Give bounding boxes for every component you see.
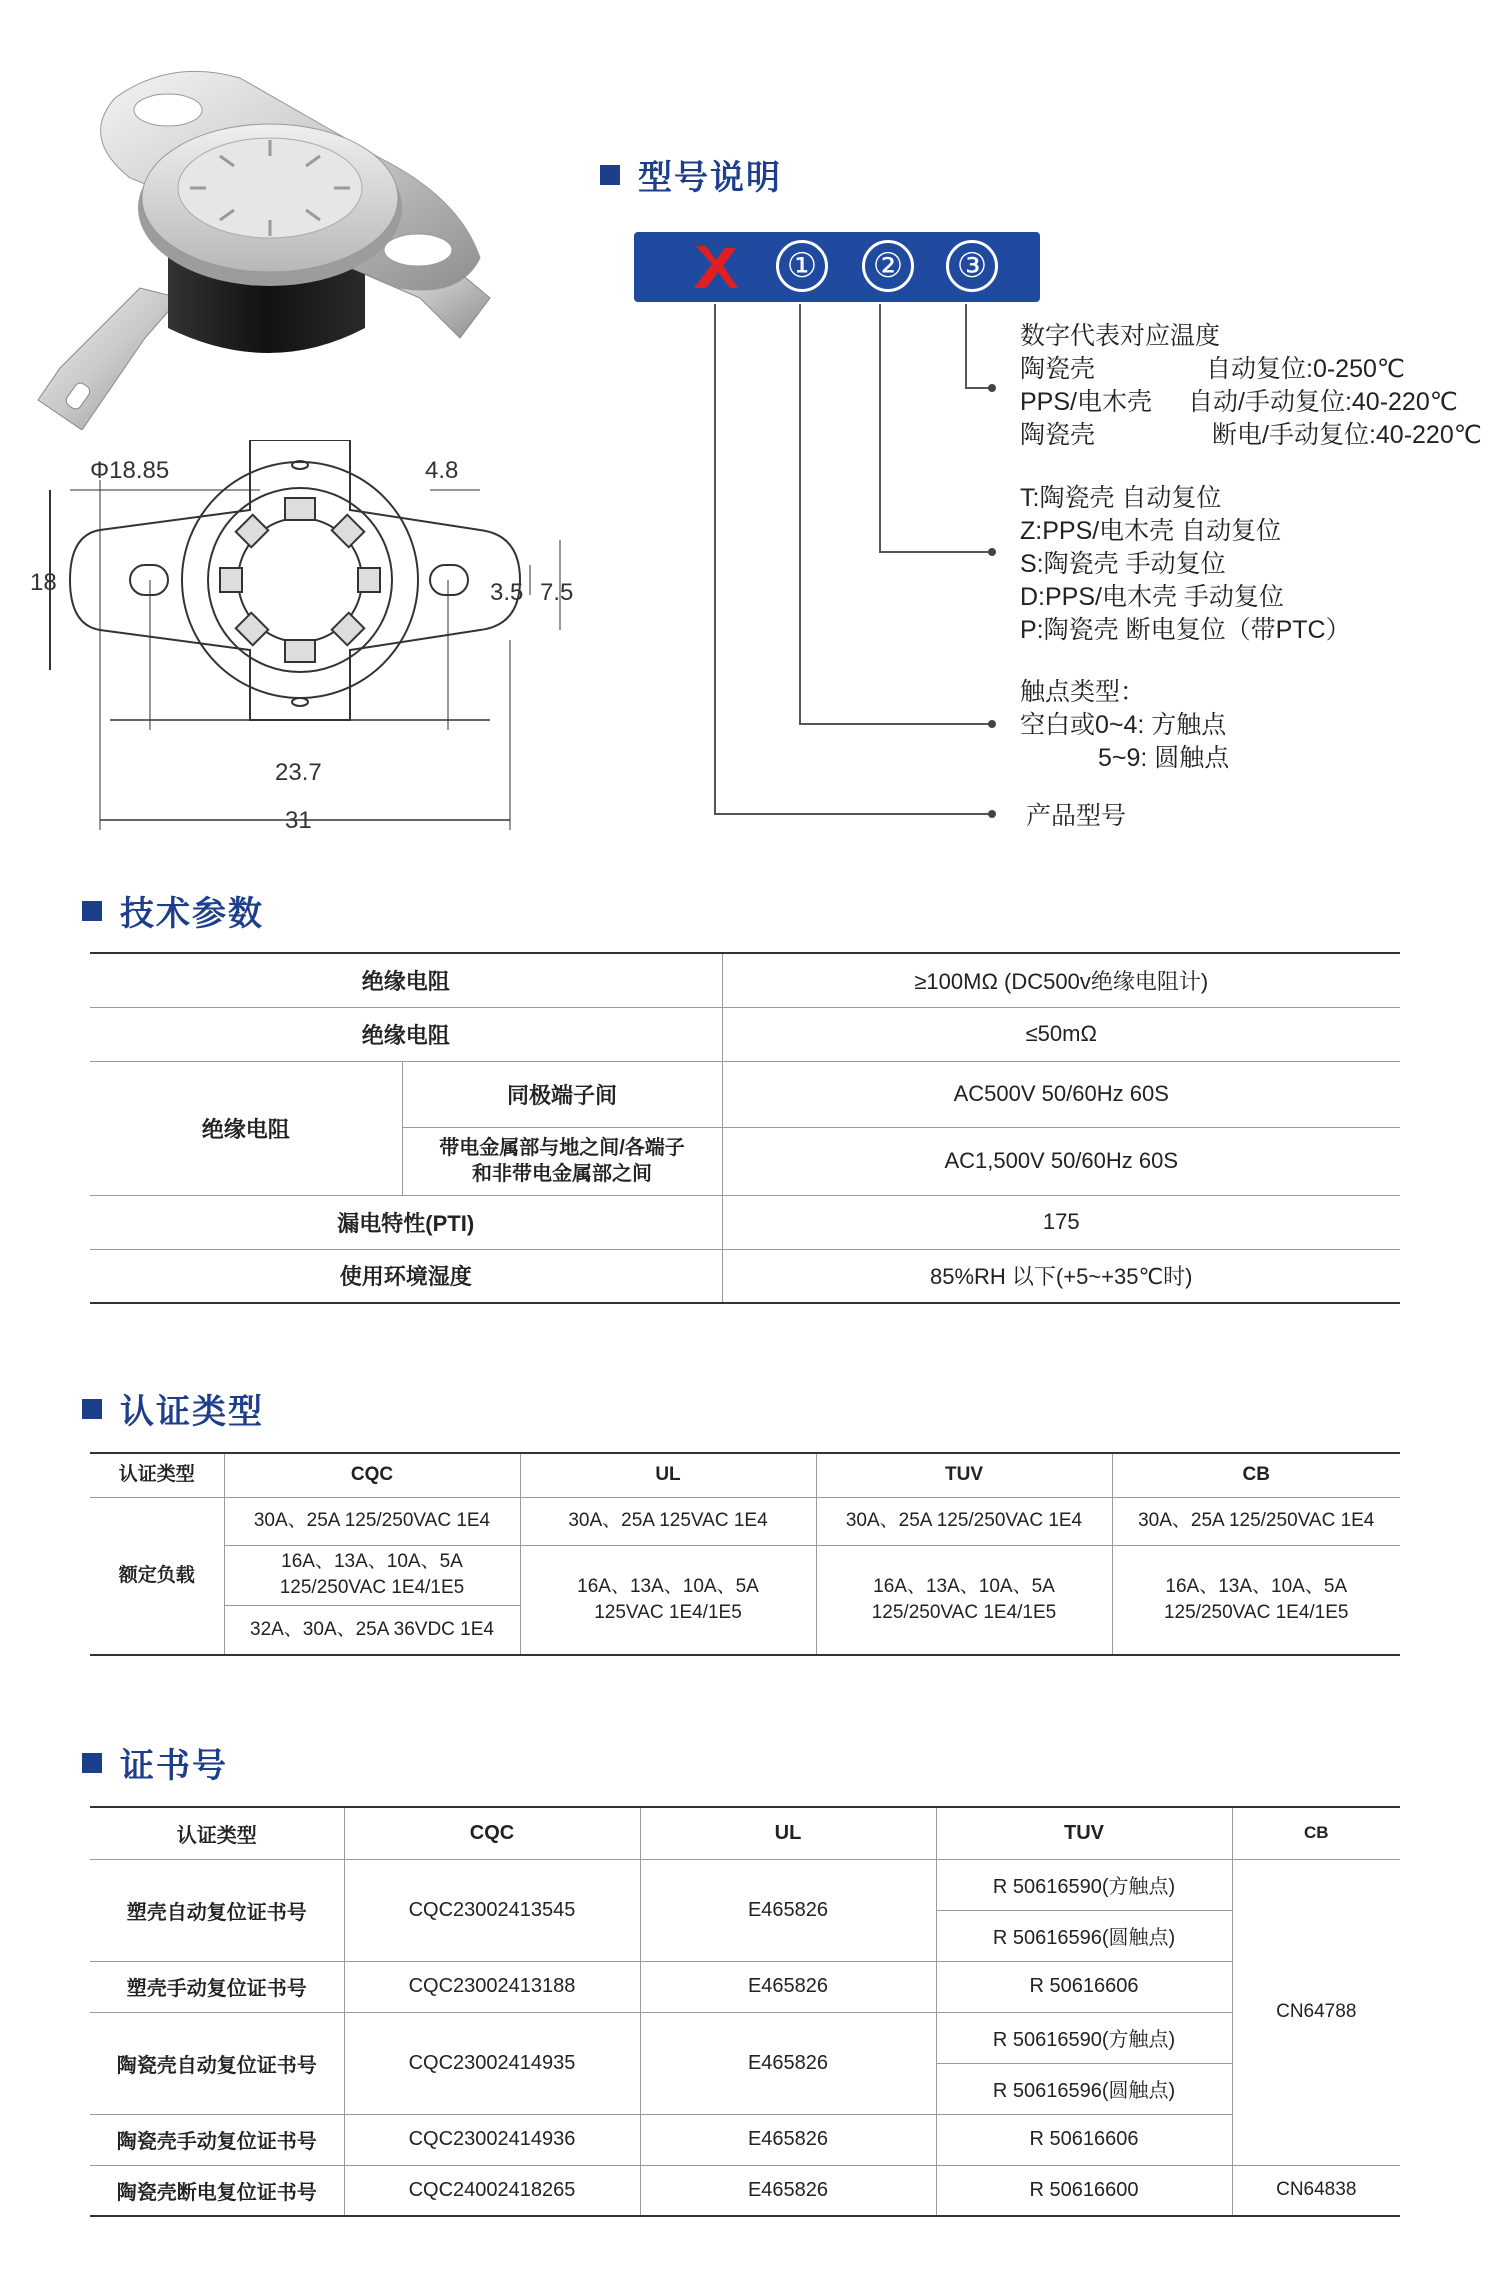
certno-section-title: 证书号 bbox=[120, 1746, 228, 1786]
contact-heading: 触点类型： bbox=[1020, 678, 1146, 706]
cqc-load-line: 16A、13A、10A、5A bbox=[281, 1551, 463, 1572]
cert-type-table bbox=[90, 1452, 1400, 1656]
column-header: UL bbox=[520, 1453, 816, 1497]
temp-shell: 陶瓷壳 bbox=[1020, 355, 1096, 383]
column-header: CQC bbox=[344, 1807, 640, 1859]
type-letter-item: D:PPS/电木壳 手动复位 bbox=[1020, 583, 1284, 611]
dim-width: 31 bbox=[285, 807, 312, 834]
param-value: 85%RH 以下(+5~+35℃时) bbox=[722, 1249, 1400, 1303]
ul-number: E465826 bbox=[640, 1961, 936, 2012]
tuv-load-line: 16A、13A、10A、5A bbox=[873, 1575, 1055, 1597]
cqc-load: 30A、25A 125/250VAC 1E4 bbox=[224, 1497, 520, 1545]
column-header: CQC bbox=[224, 1453, 520, 1497]
cqc-number: CQC24002418265 bbox=[344, 2165, 640, 2216]
tuv-number: R 50616600 bbox=[936, 2165, 1232, 2216]
row-label: 塑壳手动复位证书号 bbox=[90, 1961, 344, 2012]
row-label: 额定负载 bbox=[90, 1497, 224, 1655]
cb-load-line: 125/250VAC 1E4/1E5 bbox=[1163, 1601, 1349, 1623]
ul-load-line: 125VAC 1E4/1E5 bbox=[594, 1601, 742, 1623]
ul-load bbox=[520, 1545, 816, 1655]
code-digit-1: ① bbox=[776, 240, 828, 292]
table-row bbox=[90, 1961, 1400, 2012]
tuv-number: R 50616596(圆触点) bbox=[936, 1910, 1232, 1961]
column-header: 认证类型 bbox=[90, 1807, 344, 1859]
tuv-number: R 50616606 bbox=[936, 1961, 1232, 2012]
type-letters bbox=[1020, 482, 1351, 647]
tuv-number: R 50616590(方触点) bbox=[936, 1859, 1232, 1910]
cqc-load: 32A、30A、25A 36VDC 1E4 bbox=[224, 1605, 520, 1655]
param-label: 绝缘电阻 bbox=[90, 1061, 402, 1195]
tuv-load bbox=[816, 1545, 1112, 1655]
row-label: 塑壳自动复位证书号 bbox=[90, 1859, 344, 1961]
contact-description bbox=[1020, 676, 1229, 775]
cqc-load bbox=[224, 1545, 520, 1605]
table-header-row bbox=[90, 1807, 1400, 1859]
param-value: 175 bbox=[722, 1195, 1400, 1249]
tuv-number: R 50616596(圆触点) bbox=[936, 2063, 1232, 2114]
temp-shell: 陶瓷壳 bbox=[1020, 421, 1096, 449]
column-header: CB bbox=[1232, 1807, 1400, 1859]
param-sublabel-line: 带电金属部与地之间/各端子 bbox=[439, 1137, 685, 1159]
section-bullet bbox=[82, 1399, 102, 1419]
temp-range: 自动复位:0-250℃ bbox=[1206, 355, 1405, 383]
cqc-number: CQC23002413188 bbox=[344, 1961, 640, 2012]
dim-height: 18 bbox=[30, 569, 57, 596]
tuv-number: R 50616590(方触点) bbox=[936, 2012, 1232, 2063]
temp-range: 断电/手动复位:40-220℃ bbox=[1212, 421, 1482, 449]
cb-load bbox=[1112, 1545, 1400, 1655]
temp-line bbox=[1020, 386, 1482, 419]
cert-number-table bbox=[90, 1806, 1400, 2217]
table-row bbox=[90, 953, 1400, 1007]
table-row bbox=[90, 1497, 1400, 1545]
table-row bbox=[90, 2012, 1400, 2063]
cb-load: 30A、25A 125/250VAC 1E4 bbox=[1112, 1497, 1400, 1545]
table-row bbox=[90, 1195, 1400, 1249]
tuv-load-line: 125/250VAC 1E4/1E5 bbox=[871, 1601, 1057, 1623]
param-label: 漏电特性(PTI) bbox=[90, 1195, 722, 1249]
tech-params-table bbox=[90, 952, 1400, 1304]
model-section-header bbox=[600, 150, 782, 199]
param-sublabel-line: 和非带电金属部之间 bbox=[472, 1163, 652, 1185]
type-letter-item: Z:PPS/电木壳 自动复位 bbox=[1020, 517, 1282, 545]
dim-diameter: Φ18.85 bbox=[90, 457, 170, 484]
x-mark-icon bbox=[690, 242, 740, 292]
param-value: ≤50mΩ bbox=[722, 1007, 1400, 1061]
param-label: 绝缘电阻 bbox=[90, 953, 722, 1007]
contact-line: 5~9: 圆触点 bbox=[1098, 744, 1230, 772]
ul-number: E465826 bbox=[640, 2114, 936, 2165]
ul-load: 30A、25A 125VAC 1E4 bbox=[520, 1497, 816, 1545]
cert-section-title: 认证类型 bbox=[120, 1392, 264, 1432]
type-letter-item: S:陶瓷壳 手动复位 bbox=[1020, 550, 1226, 578]
ul-number: E465826 bbox=[640, 2012, 936, 2114]
param-label: 使用环境湿度 bbox=[90, 1249, 722, 1303]
table-row bbox=[90, 1061, 1400, 1127]
section-bullet bbox=[82, 1753, 102, 1773]
contact-line: 空白或0~4: 方触点 bbox=[1020, 711, 1227, 739]
model-section-title: 型号说明 bbox=[638, 158, 782, 198]
cb-number: CN64788 bbox=[1232, 1859, 1400, 2165]
temp-line bbox=[1020, 419, 1482, 452]
row-label: 陶瓷壳手动复位证书号 bbox=[90, 2114, 344, 2165]
type-letter-item: T:陶瓷壳 自动复位 bbox=[1020, 484, 1222, 512]
temp-heading: 数字代表对应温度 bbox=[1020, 322, 1221, 350]
product-model-label: 产品型号 bbox=[1026, 802, 1127, 830]
param-value: ≥100MΩ (DC500v绝缘电阻计) bbox=[722, 953, 1400, 1007]
dim-hole: 3.5 bbox=[490, 579, 524, 606]
param-value: AC1,500V 50/60Hz 60S bbox=[722, 1127, 1400, 1195]
cb-load-line: 16A、13A、10A、5A bbox=[1165, 1575, 1348, 1597]
table-row bbox=[90, 1859, 1400, 1910]
tech-section-title: 技术参数 bbox=[120, 894, 264, 934]
cqc-number: CQC23002414936 bbox=[344, 2114, 640, 2165]
section-bullet bbox=[600, 165, 620, 185]
table-header-row bbox=[90, 1453, 1400, 1497]
cqc-number: CQC23002414935 bbox=[344, 2012, 640, 2114]
param-value: AC500V 50/60Hz 60S bbox=[722, 1061, 1400, 1127]
tech-section-header bbox=[82, 886, 264, 935]
cqc-load-line: 125/250VAC 1E4/1E5 bbox=[279, 1577, 465, 1598]
code-leader-lines bbox=[690, 300, 1020, 830]
code-digit-2: ② bbox=[862, 240, 914, 292]
ul-number: E465826 bbox=[640, 2165, 936, 2216]
tuv-number: R 50616606 bbox=[936, 2114, 1232, 2165]
model-code-bar bbox=[634, 232, 1040, 302]
cqc-number: CQC23002413545 bbox=[344, 1859, 640, 1961]
certno-section-header bbox=[82, 1738, 228, 1787]
param-sublabel bbox=[402, 1127, 722, 1195]
table-row bbox=[90, 1007, 1400, 1061]
param-sublabel: 同极端子间 bbox=[402, 1061, 722, 1127]
column-header: 认证类型 bbox=[90, 1453, 224, 1497]
dimension-drawing bbox=[30, 440, 590, 840]
row-label: 陶瓷壳断电复位证书号 bbox=[90, 2165, 344, 2216]
param-label: 绝缘电阻 bbox=[90, 1007, 722, 1061]
ul-load-line: 16A、13A、10A、5A bbox=[577, 1575, 759, 1597]
dim-slot: 4.8 bbox=[425, 457, 459, 484]
dim-pitch: 23.7 bbox=[275, 759, 322, 786]
table-row bbox=[90, 2114, 1400, 2165]
ul-number: E465826 bbox=[640, 1859, 936, 1961]
table-row bbox=[90, 1249, 1400, 1303]
table-row bbox=[90, 1545, 1400, 1605]
code-digit-3: ③ bbox=[946, 240, 998, 292]
cb-number: CN64838 bbox=[1232, 2165, 1400, 2216]
row-label: 陶瓷壳自动复位证书号 bbox=[90, 2012, 344, 2114]
temp-description bbox=[1020, 320, 1482, 452]
column-header: UL bbox=[640, 1807, 936, 1859]
column-header: TUV bbox=[816, 1453, 1112, 1497]
temp-shell: PPS/电木壳 bbox=[1020, 388, 1152, 416]
temp-line bbox=[1020, 353, 1482, 386]
section-bullet bbox=[82, 901, 102, 921]
column-header: TUV bbox=[936, 1807, 1232, 1859]
cert-section-header bbox=[82, 1384, 264, 1433]
tuv-load: 30A、25A 125/250VAC 1E4 bbox=[816, 1497, 1112, 1545]
table-row bbox=[90, 2165, 1400, 2216]
type-letter-item: P:陶瓷壳 断电复位（带PTC） bbox=[1020, 616, 1351, 644]
temp-range: 自动/手动复位:40-220℃ bbox=[1188, 388, 1458, 416]
product-photo bbox=[20, 38, 540, 430]
dim-tab: 7.5 bbox=[540, 579, 574, 606]
column-header: CB bbox=[1112, 1453, 1400, 1497]
